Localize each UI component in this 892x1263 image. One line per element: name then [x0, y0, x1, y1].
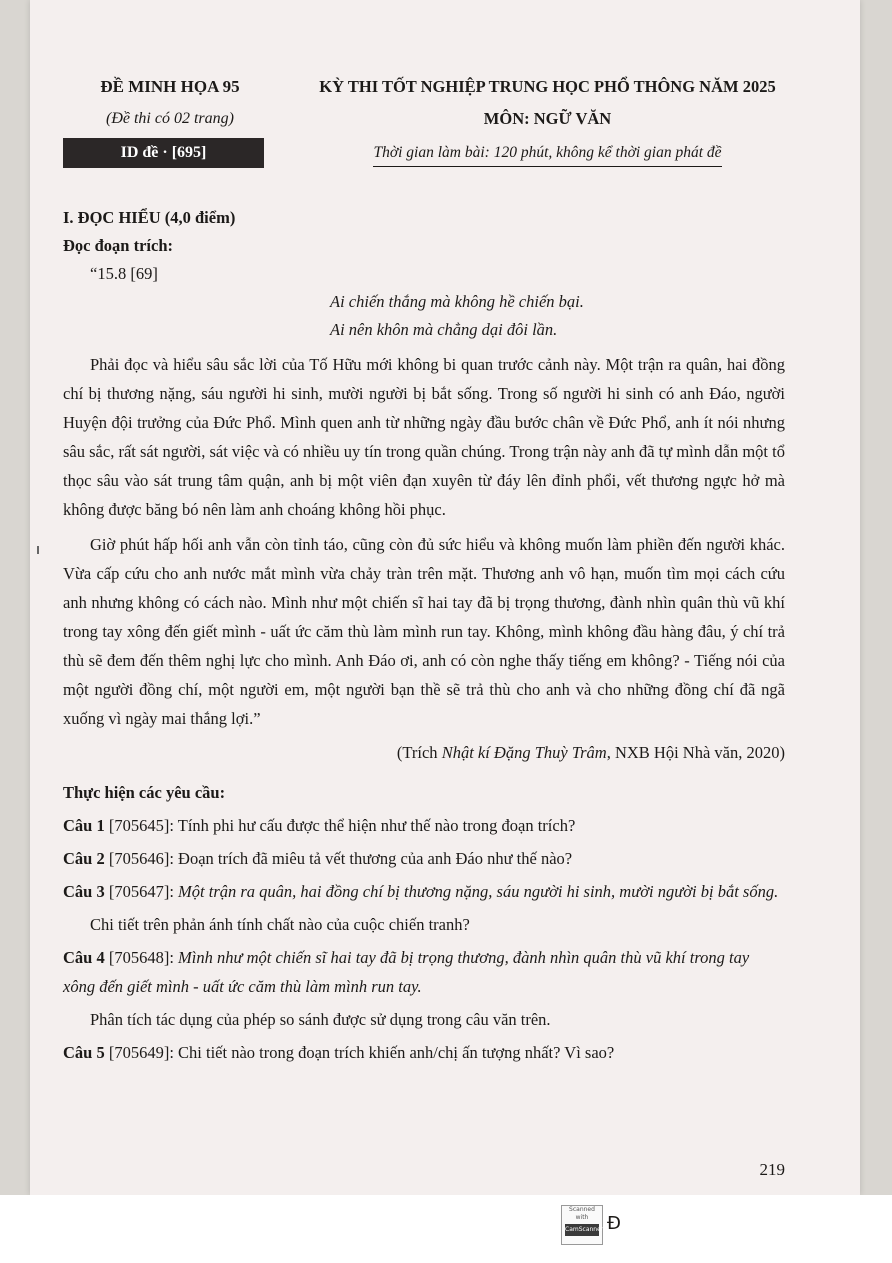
- question-quote: Mình như một chiến sĩ hai tay đã bị trọng thương, đành nhìn quân thù vũ khí trong tay xông đến giết mình - uất ức căm thù làm mình run tay.: [63, 948, 750, 996]
- question-2: [63, 844, 785, 873]
- exam-content: [63, 204, 785, 1067]
- passage-paragraph: Giờ phút hấp hối anh vẫn còn tỉnh táo, cũng còn đủ sức hiểu và không muốn làm phiền đến người khác. Vừa cấp cứu cho anh nước mắt mình vừa chảy tràn trên mặt. Thương anh vô hạn, muốn tìm mọi cách cứu anh nhưng không có cách nào. Mình như một chiến sĩ hai tay đã bị trọng thương, đành nhìn quân thù vũ khí trong tay xông đến giết mình - uất ức căm thù làm mình run tay. Không, mình không đầu hàng đâu, ý chí trả thù sẽ đem đến thêm nghị lực cho mình. Anh Đáo ơi, anh có còn nghe thấy tiếng em không? - Tiếng nói của một người đồng chí, một người em, một người bạn thề sẽ trả thù cho anh và cho những đồng chí đã ngã xuống vì ngày mai thắng lợi.”: [63, 535, 785, 728]
- exam-code: ĐỀ MINH HỌA 95: [100, 77, 240, 96]
- camscanner-logo: [561, 1205, 603, 1245]
- entry-date: “15.8 [69]: [90, 264, 158, 283]
- question-code: [705648]:: [104, 948, 179, 967]
- verse-line: Ai nên khôn mà chẳng dại đôi lần.: [330, 320, 558, 339]
- question-quote: Một trận ra quân, hai đồng chí bị thương nặng, sáu người hi sinh, mười người bị bắt sống.: [178, 882, 779, 901]
- question-4-prompt: Phân tích tác dụng của phép so sánh được sử dụng trong câu văn trên.: [90, 1010, 551, 1029]
- requirements-title: Thực hiện các yêu cầu:: [63, 783, 226, 802]
- question-3: [63, 877, 785, 906]
- question-label: Câu 3: [63, 882, 105, 901]
- section-title: I. ĐỌC HIỂU (4,0 điểm): [63, 208, 236, 227]
- header-right: [300, 74, 795, 167]
- question-4: [63, 943, 785, 1001]
- page-number: 219: [759, 1160, 785, 1179]
- header-left: [75, 74, 265, 132]
- trailing-glyph: Đ: [607, 1213, 621, 1234]
- question-text: [705649]: Chi tiết nào trong đoạn trích khiến anh/chị ấn tượng nhất? Vì sao?: [104, 1043, 615, 1062]
- read-label: Đọc đoạn trích:: [63, 236, 173, 255]
- source-suffix: , NXB Hội Nhà văn, 2020): [606, 743, 785, 762]
- source-citation: [63, 739, 785, 767]
- scan-footer: [0, 1195, 892, 1263]
- source-prefix: (Trích: [396, 743, 442, 762]
- subject: MÔN: NGỮ VĂN: [483, 109, 612, 128]
- question-1: [63, 811, 785, 840]
- pages-note: (Đề thi có 02 trang): [106, 110, 234, 127]
- question-3-prompt: Chi tiết trên phản ánh tính chất nào của cuộc chiến tranh?: [90, 915, 470, 934]
- question-label: Câu 5: [63, 1043, 105, 1062]
- passage-paragraph: Phải đọc và hiểu sâu sắc lời của Tố Hữu mới không bi quan trước cảnh này. Một trận ra quân, hai đồng chí bị thương nặng, sáu người hi sinh, mười người bị bắt sống. Trong số người hi sinh có anh Đáo, người Huyện đội trưởng của Đức Phổ. Mình quen anh từ những ngày đầu bước chân về Đức Phổ, anh ít nói nhưng sâu sắc, rất sát người, sát việc và có nhiều uy tín trong quần chúng. Trong trận này anh đã tự mình dẫn một tổ thọc sâu vào sát trung tâm quận, anh bị một viên đạn xuyên từ đáy lên đỉnh phổi, vết thương ngực hở mà không được băng bó nên làm anh choáng không hồi phục.: [63, 355, 785, 519]
- question-text: [705646]: Đoạn trích đã miêu tả vết thương của anh Đáo như thế nào?: [104, 849, 573, 868]
- exam-id-badge: ID đề · [695]: [63, 138, 264, 168]
- question-text: [705645]: Tính phi hư cấu được thể hiện như thế nào trong đoạn trích?: [104, 816, 576, 835]
- scanner-line2: CamScanner: [565, 1224, 599, 1236]
- question-label: Câu 2: [63, 849, 105, 868]
- question-5: [63, 1038, 785, 1067]
- source-work: Nhật kí Đặng Thuỳ Trâm: [441, 743, 607, 762]
- scanner-line1: Scanned with: [569, 1206, 595, 1221]
- time-note: Thời gian làm bài: 120 phút, không kể thời gian phát đề: [373, 141, 721, 167]
- question-label: Câu 1: [63, 816, 105, 835]
- question-label: Câu 4: [63, 948, 105, 967]
- verse-line: Ai chiến thắng mà không hề chiến bại.: [330, 292, 584, 311]
- question-code: [705647]:: [104, 882, 179, 901]
- exam-title: KỲ THI TỐT NGHIỆP TRUNG HỌC PHỔ THÔNG NĂM 2025: [319, 77, 776, 96]
- margin-mark: [37, 546, 39, 554]
